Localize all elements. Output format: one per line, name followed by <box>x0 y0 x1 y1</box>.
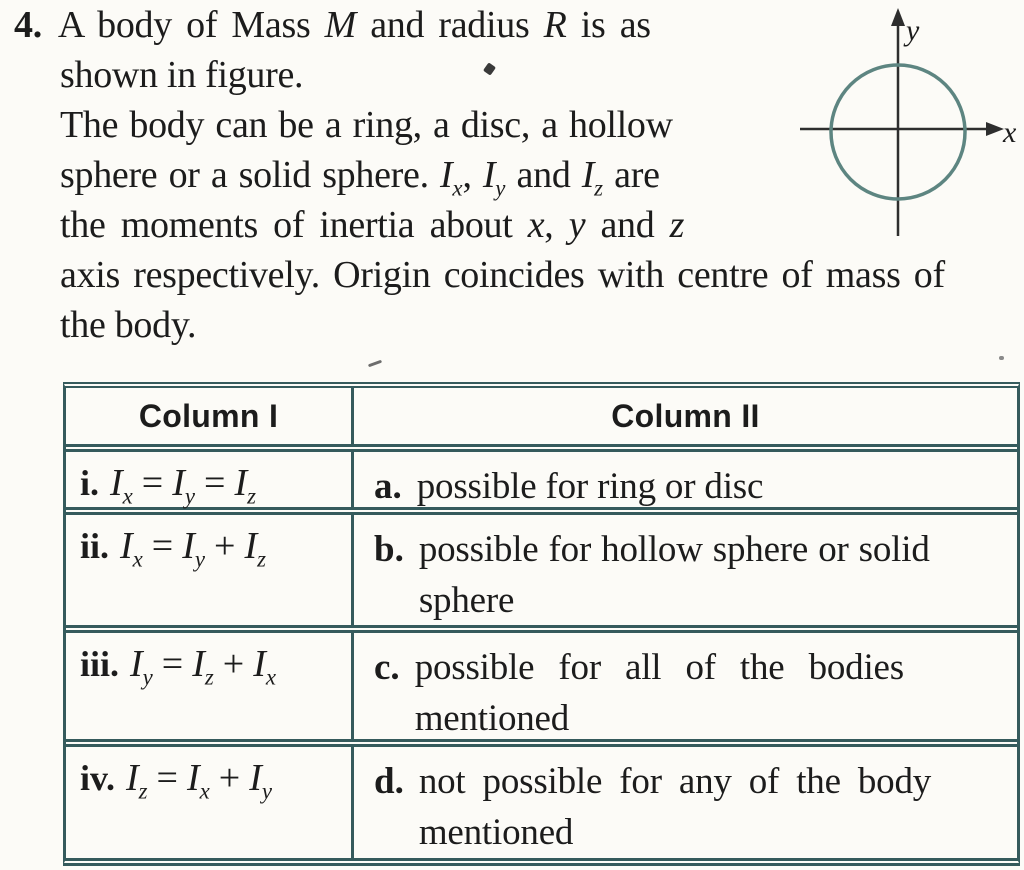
inertia-symbol: I <box>130 643 143 685</box>
inertia-symbol: I <box>172 462 185 504</box>
question-line <box>14 300 945 350</box>
matching-table <box>63 382 1020 866</box>
option-text-line: possible for hollow sphere or solid <box>418 529 930 570</box>
row-numeral: ii. <box>80 526 110 566</box>
question-text: sphere or a solid sphere. <box>60 154 440 196</box>
equation <box>120 524 266 573</box>
option-text <box>417 461 763 512</box>
column1-header: Column I <box>138 397 279 434</box>
scan-artifact <box>368 360 382 368</box>
column2-header-cell <box>354 388 1017 444</box>
option-text <box>419 756 931 858</box>
operator: + <box>222 643 245 685</box>
subscript: x <box>132 546 143 572</box>
question-text: the body. <box>60 304 197 346</box>
variable-y: y <box>568 204 586 246</box>
question-text: , <box>462 154 483 196</box>
y-axis-label: y <box>906 14 920 47</box>
subscript: y <box>142 664 153 690</box>
subscript-x: x <box>452 175 463 201</box>
question-text: are <box>602 154 660 196</box>
option-text-line: not possible for any of the body <box>418 761 932 802</box>
equation <box>126 756 272 805</box>
question-number: 4. <box>14 4 42 46</box>
operator: = <box>156 757 178 799</box>
inertia-symbol: I <box>234 462 248 504</box>
option-cell <box>354 515 1017 625</box>
inertia-symbol: I <box>182 525 195 567</box>
equation-cell <box>66 747 354 858</box>
option-text-line: mentioned <box>414 698 570 739</box>
scan-artifact <box>999 356 1004 360</box>
option-text-line: possible for all of the bodies <box>414 647 904 688</box>
subscript: y <box>194 546 206 572</box>
option-text-line: mentioned <box>418 812 574 853</box>
equation-cell <box>66 633 354 739</box>
inertia-symbol: I <box>482 154 496 196</box>
equation-cell <box>66 515 354 625</box>
equation-cell <box>66 452 354 507</box>
inertia-symbol: I <box>186 757 200 799</box>
table-row-iii <box>66 633 1017 747</box>
variable-x: x <box>527 204 545 246</box>
inertia-symbol: I <box>253 643 266 685</box>
column2-header: Column II <box>611 397 760 434</box>
option-letter: a. <box>374 466 402 507</box>
row-numeral: iv. <box>80 758 116 798</box>
question-text: and <box>585 204 670 246</box>
question-text: axis respectively. Origin coincides with centre of mass of <box>60 254 945 296</box>
x-axis-arrowhead <box>986 122 1004 136</box>
option-text <box>415 642 904 744</box>
y-axis-arrowhead <box>891 8 905 26</box>
subscript: y <box>261 778 272 804</box>
subscript-y: y <box>495 175 506 201</box>
inertia-symbol: I <box>120 525 133 567</box>
question-line <box>14 250 945 300</box>
question-text: A body of Mass <box>57 4 325 46</box>
operator: = <box>204 462 226 504</box>
subscript: z <box>138 778 148 804</box>
question-text: and radius <box>356 4 544 46</box>
subscript: x <box>199 778 210 804</box>
operator: + <box>214 525 236 567</box>
subscript: z <box>257 546 266 572</box>
operator: + <box>218 757 241 799</box>
option-letter: b. <box>374 529 404 570</box>
option-letter: c. <box>374 647 400 688</box>
option-cell <box>354 747 1017 858</box>
question-text: , <box>544 204 569 246</box>
subscript: x <box>265 664 276 690</box>
column1-header-cell <box>66 388 354 444</box>
option-text-line: possible for ring or disc <box>416 466 764 507</box>
option-letter: d. <box>374 761 404 802</box>
inertia-symbol: I <box>439 154 453 196</box>
inertia-symbol: I <box>110 462 123 504</box>
variable-M: M <box>324 4 356 46</box>
subscript: z <box>204 664 214 690</box>
question-text: The body can be a ring, a disc, a hollow <box>60 104 673 146</box>
option-text <box>419 524 930 626</box>
figure-svg <box>792 2 1022 242</box>
variable-R: R <box>543 4 567 46</box>
table-row-ii <box>66 515 1017 633</box>
axes-circle-figure <box>792 2 1022 242</box>
option-cell <box>354 633 1017 739</box>
inertia-symbol: I <box>126 757 139 799</box>
operator: = <box>151 525 174 567</box>
question-text: the moments of inertia about <box>60 204 528 246</box>
inertia-symbol: I <box>192 643 205 685</box>
inertia-symbol: I <box>581 154 595 196</box>
operator: = <box>161 643 184 685</box>
equation <box>110 461 256 510</box>
subscript-z: z <box>594 175 603 201</box>
inertia-symbol: I <box>249 757 262 799</box>
operator: = <box>141 462 164 504</box>
x-axis-label: x <box>1003 116 1017 149</box>
option-cell <box>354 452 1017 507</box>
option-text-line: sphere <box>418 580 515 621</box>
row-numeral: i. <box>80 463 100 503</box>
equation <box>130 642 276 691</box>
subscript: x <box>122 483 133 509</box>
table-row-i <box>66 452 1017 515</box>
variable-z: z <box>669 204 685 246</box>
question-text: is as <box>566 4 651 46</box>
table-row-iv <box>66 747 1017 858</box>
question-text: shown in figure. <box>60 54 304 96</box>
subscript: y <box>184 483 196 509</box>
table-header-row <box>66 388 1017 452</box>
inertia-symbol: I <box>244 525 258 567</box>
question-text: and <box>505 154 582 196</box>
subscript: z <box>247 483 256 509</box>
row-numeral: iii. <box>80 644 120 684</box>
